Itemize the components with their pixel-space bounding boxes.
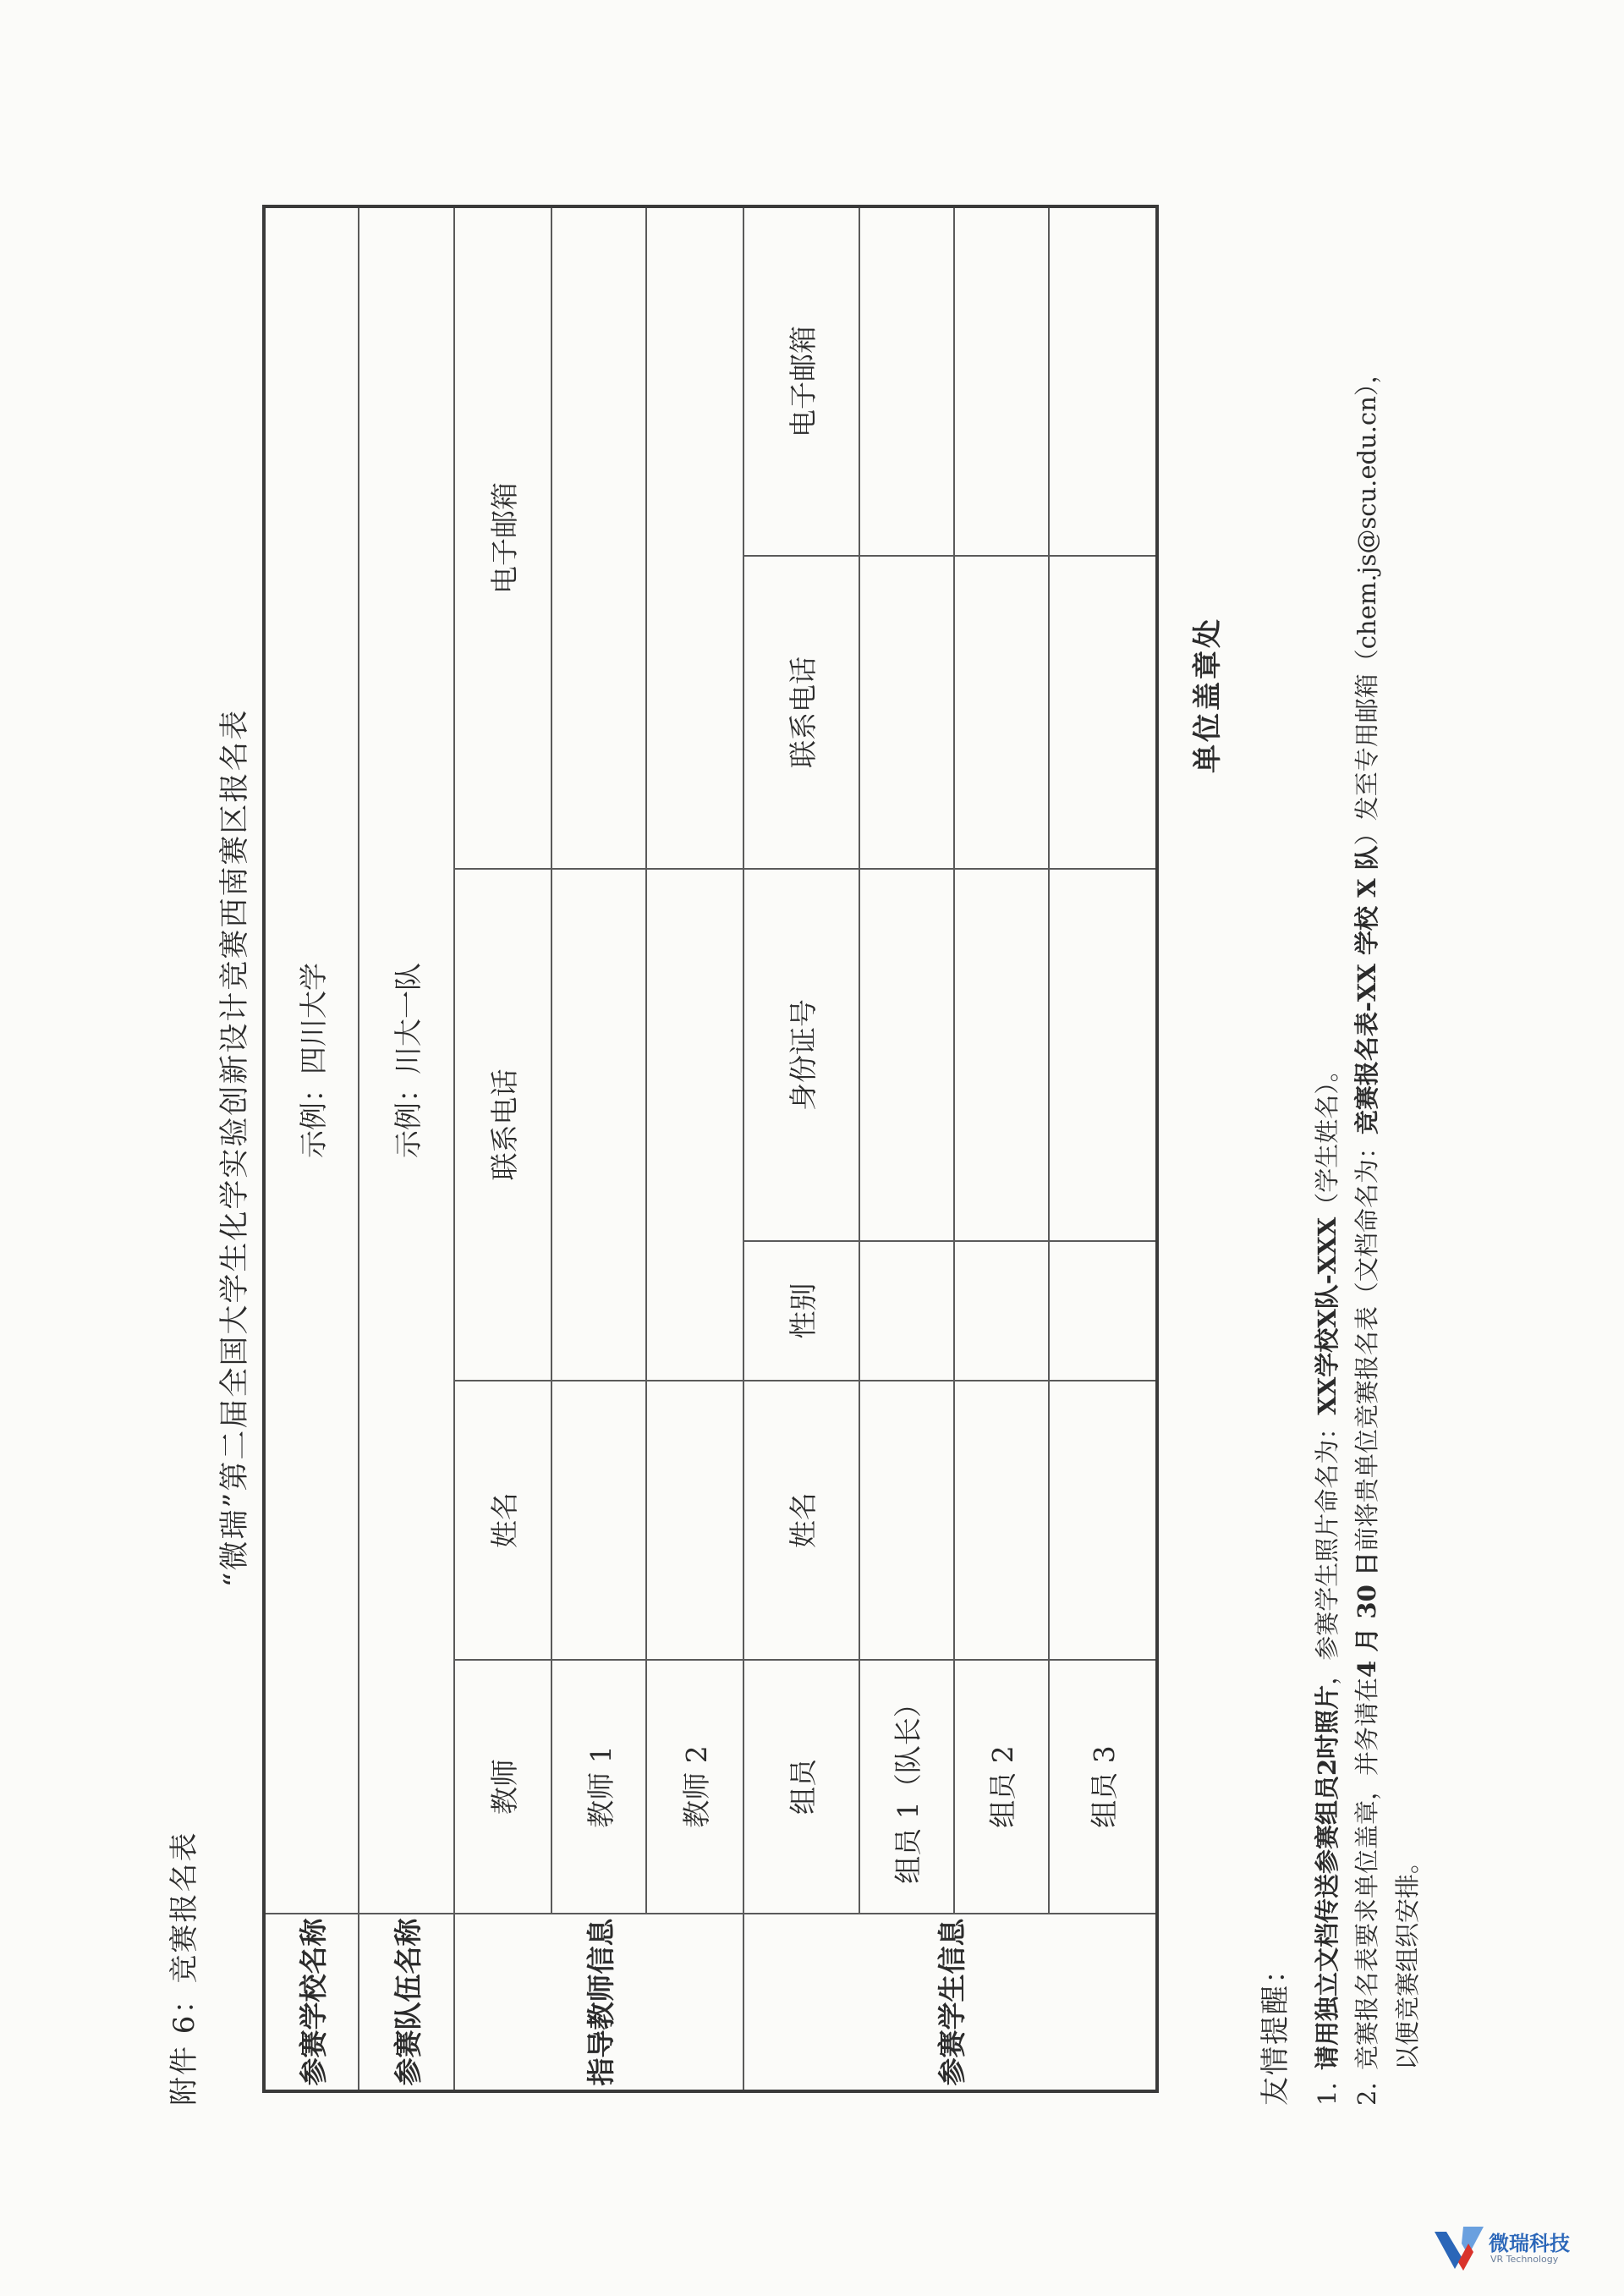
teacher-row-label: 教师 2 [646,1660,743,1914]
teacher-row [551,206,646,2091]
student-phone-cell[interactable] [1049,556,1157,869]
student-row [1049,206,1157,2091]
note-number: 2. [1352,2082,1381,2106]
teacher-row-label: 教师 1 [551,1660,646,1914]
email-link-text: ）发至专用邮箱（chem.js@scu.edu.cn）， [1352,359,1381,846]
student-header-id: 身份证号 [743,869,859,1241]
note-text: 前将贵单位竞赛报名表（文档命名为： [1352,1134,1381,1552]
note-bold-text: 4 月 30 日 [1352,1552,1381,1678]
student-row-label: 组员 1（队长） [859,1660,954,1914]
teacher-phone-cell[interactable] [551,869,646,1381]
note-bold-text: 请用独立文档传送参赛组员2吋照片 [1313,1684,1341,2070]
student-row-label: 组员 3 [1049,1660,1157,1914]
teacher-email-cell[interactable] [551,206,646,869]
student-id-cell[interactable] [954,869,1049,1241]
team-label: 参赛队伍名称 [359,1914,454,2091]
reminder-note [1347,118,1428,2106]
student-phone-cell[interactable] [954,556,1049,869]
student-email-cell[interactable] [859,206,954,556]
school-example[interactable] [264,206,359,1914]
student-row [954,206,1049,2091]
form-title: “微瑞”第二届全国大学生化学实验创新设计竞赛西南赛区报名表 [218,708,252,1588]
school-example-text: 示例：四川大学 [297,963,330,1158]
team-example[interactable] [359,206,454,1914]
note-number: 1. [1313,2082,1341,2106]
student-gender-cell[interactable] [954,1241,1049,1381]
teacher-email-cell[interactable] [646,206,743,869]
team-example-text: 示例：川大一队 [392,963,425,1158]
brand-logo-icon [1429,2218,1489,2277]
student-header-member: 组员 [743,1660,859,1914]
student-gender-cell[interactable] [1049,1241,1157,1381]
student-id-cell[interactable] [1049,869,1157,1241]
reminder-title: 友情提醒： [1259,1953,1292,2106]
registration-table [262,205,1159,2093]
school-row [264,206,359,2091]
student-name-cell[interactable] [954,1381,1049,1660]
student-name-cell[interactable] [859,1381,954,1660]
student-gender-cell[interactable] [859,1241,954,1381]
teacher-name-cell[interactable] [646,1381,743,1660]
student-header-row [743,206,859,2091]
student-email-cell[interactable] [954,206,1049,556]
teacher-header-name: 姓名 [454,1381,551,1660]
note-text: ，参赛学生照片命名为： [1313,1414,1341,1685]
note-bold-text: XX学校X队-XXX [1313,1217,1341,1415]
student-name-cell[interactable] [1049,1381,1157,1660]
teacher-header-phone: 联系电话 [454,869,551,1381]
brand-logo-name: 微瑞科技 [1489,2232,1570,2255]
team-row [359,206,454,2091]
student-header-gender: 性别 [743,1241,859,1381]
teacher-header-row [454,206,551,2091]
brand-logo [1429,2218,1590,2277]
note-text: 竞赛报名表要求单位盖章，并务请在 [1352,1677,1381,2070]
student-row-label: 组员 2 [954,1660,1049,1914]
student-header-email: 电子邮箱 [743,206,859,556]
student-header-name: 姓名 [743,1381,859,1660]
stamp-area-label: 单位盖章处 [1191,617,1225,773]
student-header-phone: 联系电话 [743,556,859,869]
teacher-header-teacher: 教师 [454,1660,551,1914]
teacher-name-cell[interactable] [551,1381,646,1660]
brand-logo-sub: VR Technology [1490,2254,1559,2265]
teacher-phone-cell[interactable] [646,869,743,1381]
attachment-label: 附件 6：竞赛报名表 [167,1831,201,2106]
school-label: 参赛学校名称 [264,1914,359,2091]
student-section-label: 参赛学生信息 [743,1914,1157,2091]
student-phone-cell[interactable] [859,556,954,869]
student-row [859,206,954,2091]
student-id-cell[interactable] [859,869,954,1241]
reminder-note [1307,1057,1347,2106]
teacher-row [646,206,743,2091]
student-email-cell[interactable] [1049,206,1157,556]
teacher-header-email: 电子邮箱 [454,206,551,869]
note-text: 以便竞赛组织安排。 [1393,1848,1422,2070]
teacher-section-label: 指导教师信息 [454,1914,743,2091]
note-bold-text: 竞赛报名表-XX 学校 X 队 [1352,845,1381,1135]
note-text: （学生姓名）。 [1313,1057,1341,1217]
